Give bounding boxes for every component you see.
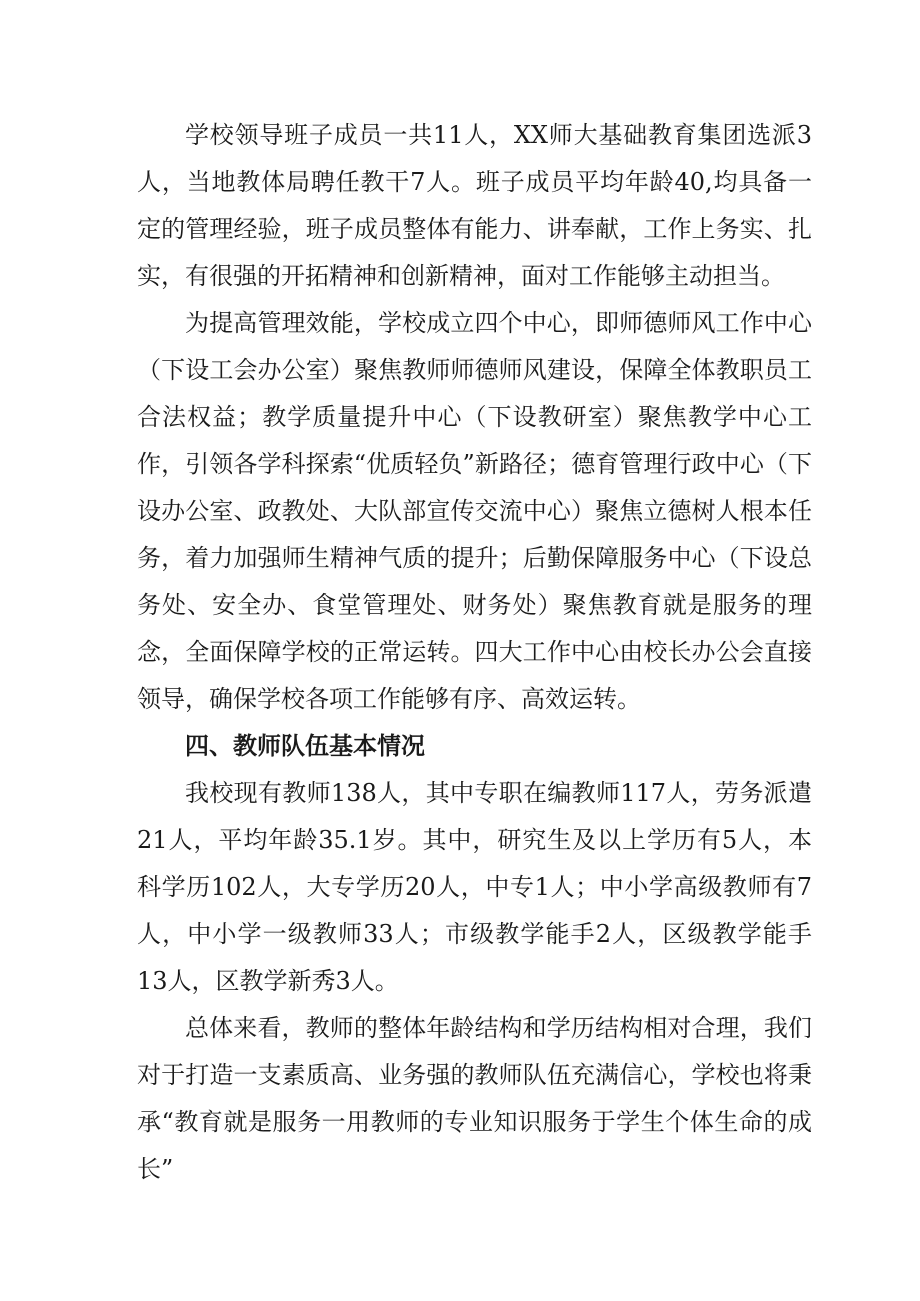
paragraph-summary: 总体来看，教师的整体年龄结构和学历结构相对合理，我们对于打造一支素质高、业务强的教师队伍充满信心，学校也将秉承“教育就是服务一用教师的专业知识服务于学生个体生命的成长” xyxy=(137,1014,812,1183)
paragraph-leadership: 学校领导班子成员一共11人，XX师大基础教育集团选派3人，当地教体局聘任教干7人。班子成员平均年龄40,均具备一定的管理经验，班子成员整体有能力、讲奉献，工作上务实、扎实，有很强的开拓精神和创新精神，面对工作能够主动担当。 xyxy=(137,121,812,290)
section-heading-teachers: 四、教师队伍基本情况 xyxy=(185,732,425,760)
paragraph-teacher-stats: 我校现有教师138人，其中专职在编教师117人，劳务派遣21人，平均年龄35.1岁。其中，研究生及以上学历有5人，本科学历102人，大专学历20人，中专1人；中小学高级教师有7人，中小学一级教师33人；市级教学能手2人，区级教学能手13人，区教学新秀3人。 xyxy=(137,779,812,995)
paragraph-centers: 为提高管理效能，学校成立四个中心，即师德师风工作中心（下设工会办公室）聚焦教师师德师风建设，保障全体教职员工合法权益；教学质量提升中心（下设教研室）聚焦教学中心工作，引领各学科探索“优质轻负”新路径；德育管理行政中心（下设办公室、政教处、大队部宣传交流中心）聚焦立德树人根本任务，着力加强师生精神气质的提升；后勤保障服务中心（下设总务处、安全办、食堂管理处、财务处）聚焦教育就是服务的理念，全面保障学校的正常运转。四大工作中心由校长办公会直接领导，确保学校各项工作能够有序、高效运转。 xyxy=(137,309,812,713)
